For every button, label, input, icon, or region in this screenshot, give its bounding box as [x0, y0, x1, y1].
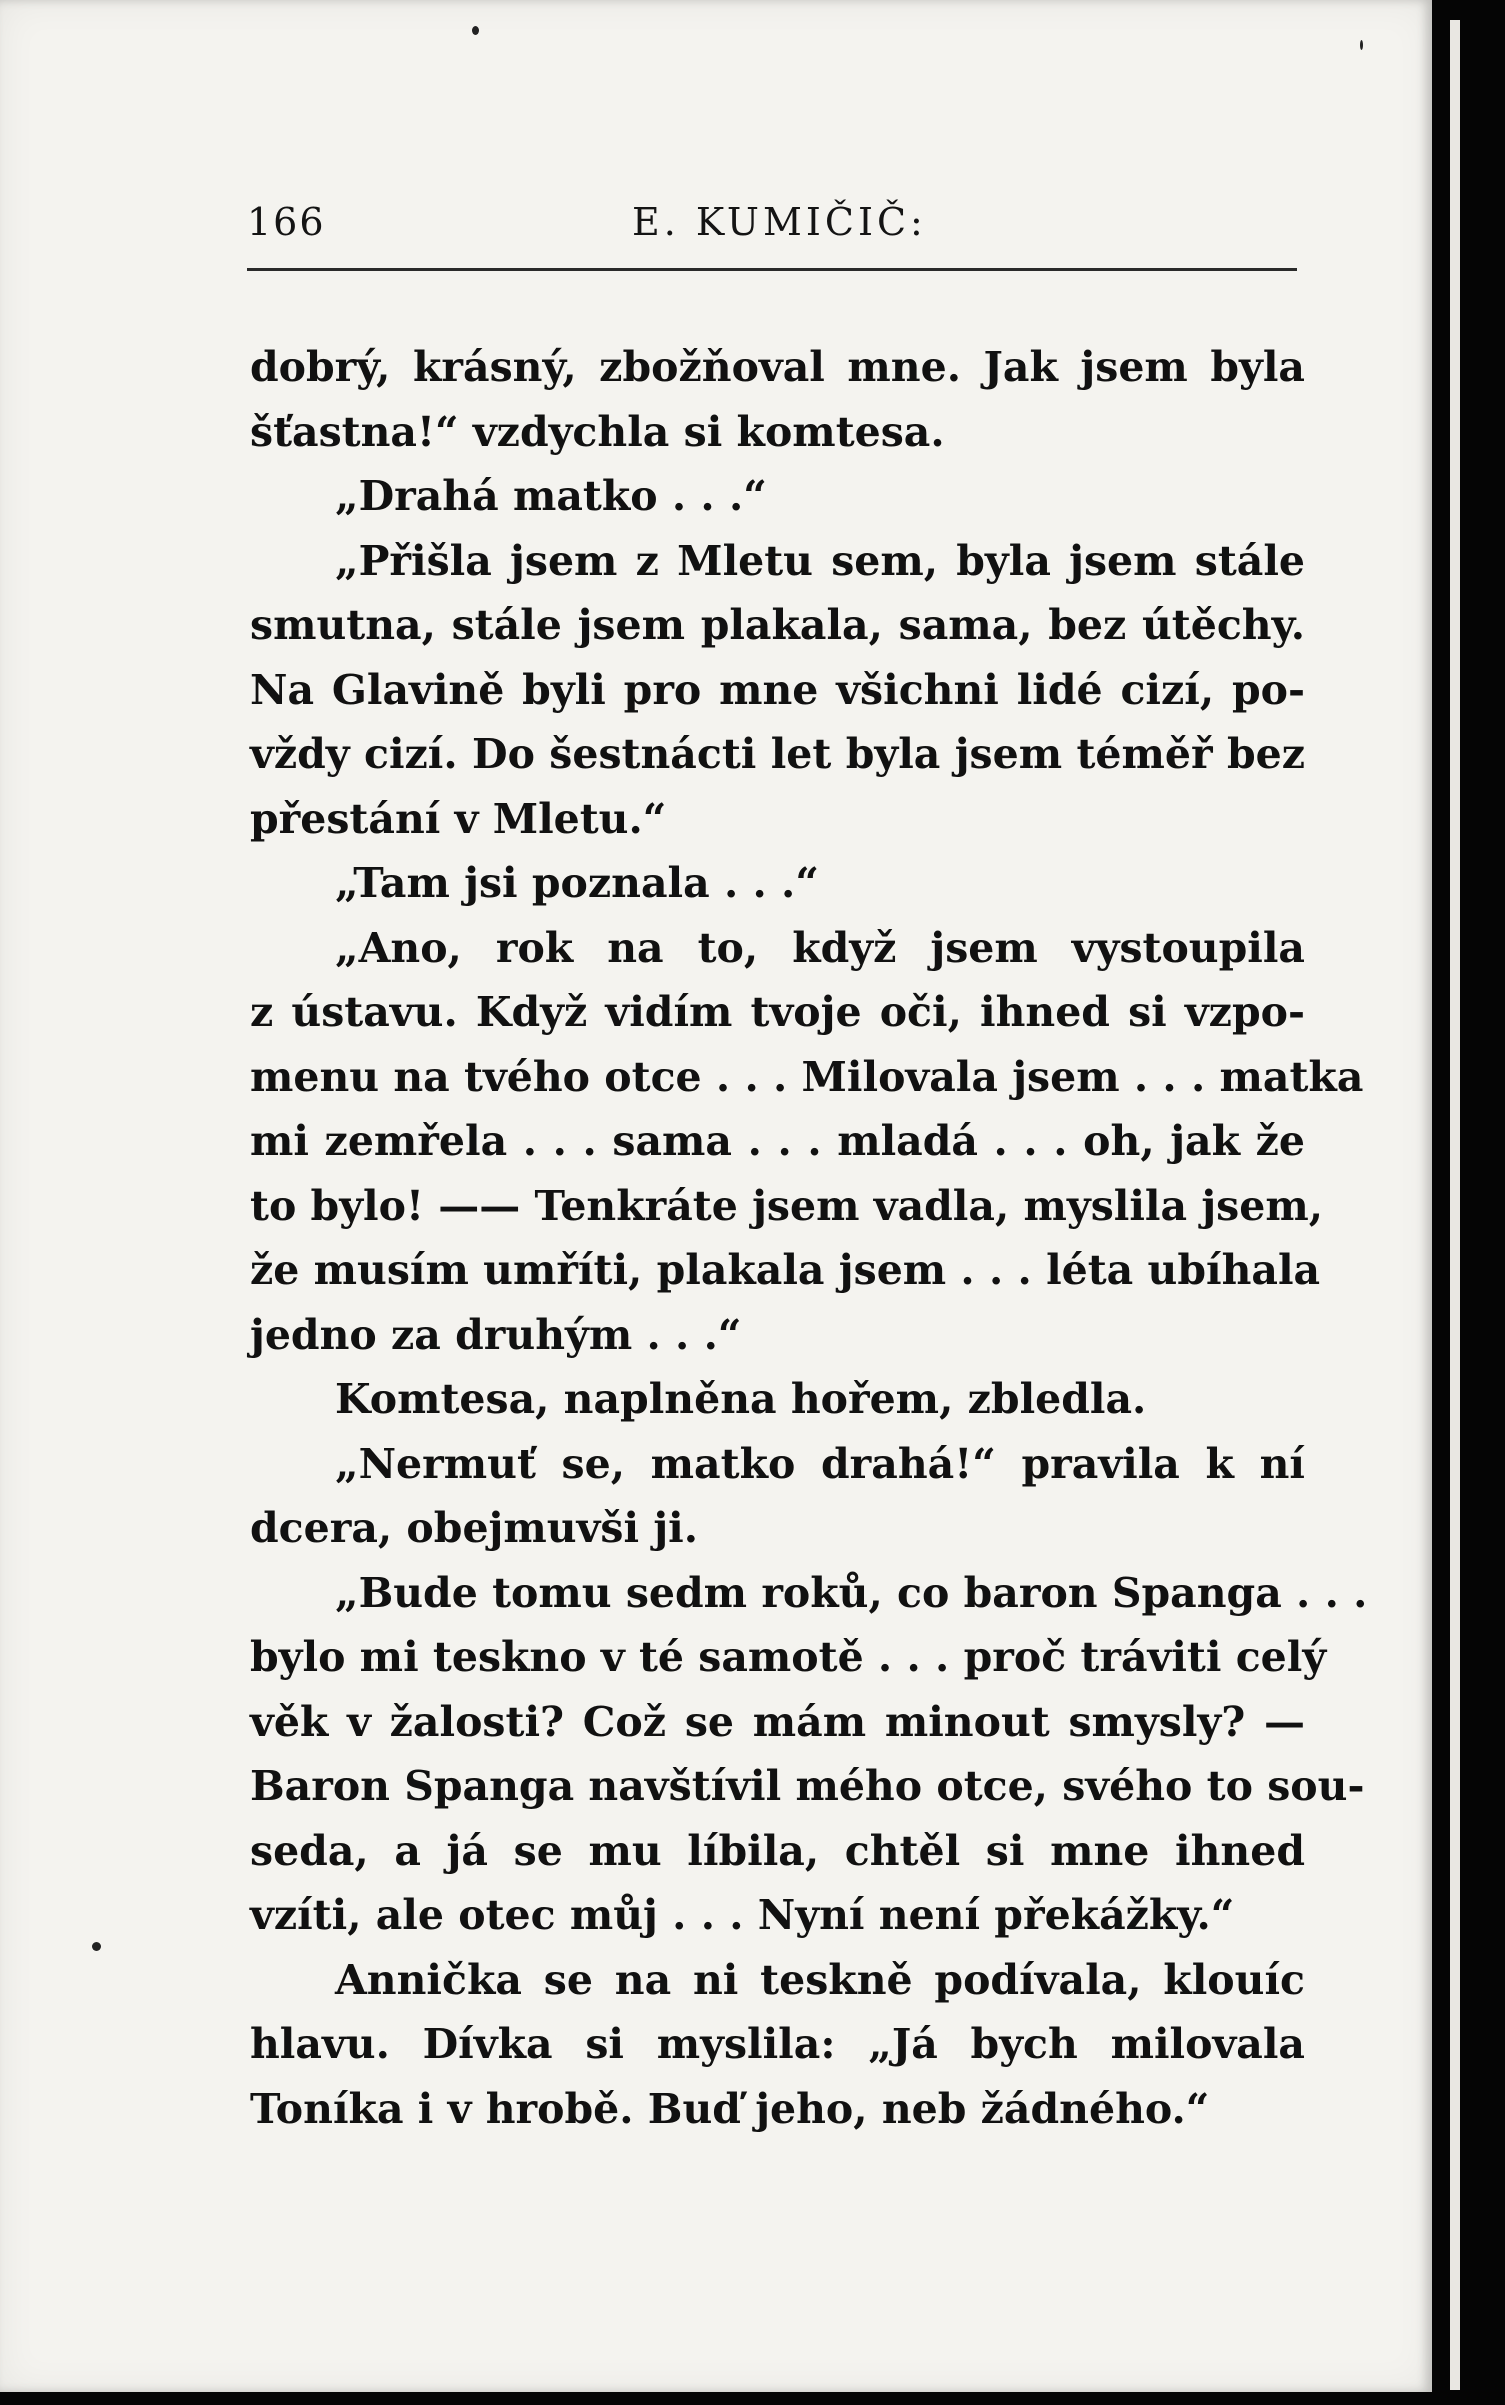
text-line: že musím umříti, plakala jsem . . . léta ubíhala	[250, 1246, 1321, 1294]
running-title: E. KUMIČIČ:	[632, 200, 927, 244]
text-line: mi zemřela . . . sama . . . mladá . . . oh, jak že	[250, 1117, 1305, 1165]
text-line: Annička se na ni teskně podívala, klouíc	[335, 1955, 1305, 2004]
text-line: z ústavu. Když vidím tvoje oči, ihned si vzpo-	[250, 988, 1305, 1036]
text-line: smutna, stále jsem plakala, sama, bez útěchy.	[250, 601, 1305, 649]
header-rule	[247, 268, 1297, 271]
text-line: dcera, obejmuvši ji.	[250, 1504, 698, 1552]
text-line: seda, a já se mu líbila, chtěl si mne ihned	[250, 1826, 1305, 1875]
running-head	[247, 200, 1297, 260]
text-line: šťastna!“ vzdychla si komtesa.	[250, 407, 945, 456]
page-number: 166	[247, 200, 326, 244]
text-line: „Tam jsi poznala . . .“	[335, 859, 819, 907]
scan-border-bottom	[0, 2392, 1505, 2405]
text-line: jedno za druhým . . .“	[250, 1310, 742, 1359]
text-line: Baron Spanga navštívil mého otce, svého to sou-	[250, 1762, 1365, 1810]
text-line: menu na tvého otce . . . Milovala jsem . . . matka	[250, 1052, 1364, 1101]
text-line: Na Glavině byli pro mne všichni lidé cizí, po-	[250, 665, 1305, 714]
text-line: Komtesa, naplněna hořem, zbledla.	[335, 1375, 1147, 1423]
text-line: to bylo! —— Tenkráte jsem vadla, myslila jsem,	[250, 1181, 1324, 1230]
text-line: přestání v Mletu.“	[250, 794, 667, 843]
text-line: „Ano, rok na to, když jsem vystoupila	[335, 923, 1305, 972]
text-line: „Drahá matko . . .“	[335, 472, 767, 520]
text-line: věk v žalosti? Což se mám minout smysly? —	[250, 1697, 1305, 1746]
text-line: hlavu. Dívka si myslila: „Já bych milovala	[250, 2020, 1305, 2068]
text-line: dobrý, krásný, zbožňoval mne. Jak jsem byla	[250, 343, 1305, 391]
scan-speck	[92, 1942, 101, 1951]
text-line: „Přišla jsem z Mletu sem, byla jsem stále	[335, 536, 1305, 585]
text-line: bylo mi teskno v té samotě . . . proč tráviti celý	[250, 1633, 1327, 1681]
text-line: vždy cizí. Do šestnácti let byla jsem téměř bez	[250, 730, 1305, 778]
next-page-edge	[1450, 20, 1460, 2390]
text-line: „Nermuť se, matko drahá!“ pravila k ní	[335, 1439, 1305, 1488]
text-line: „Bude tomu sedm roků, co baron Spanga . . .	[335, 1568, 1368, 1617]
body-text	[250, 335, 1368, 2141]
text-line: vzíti, ale otec můj . . . Nyní není překážky.“	[250, 1891, 1235, 1939]
scan-border-right	[1432, 0, 1505, 2405]
text-line: Toníka i v hrobě. Buď jeho, neb žádného.“	[250, 2084, 1210, 2133]
scan-speck	[472, 26, 479, 35]
scan-speck	[1360, 40, 1363, 50]
